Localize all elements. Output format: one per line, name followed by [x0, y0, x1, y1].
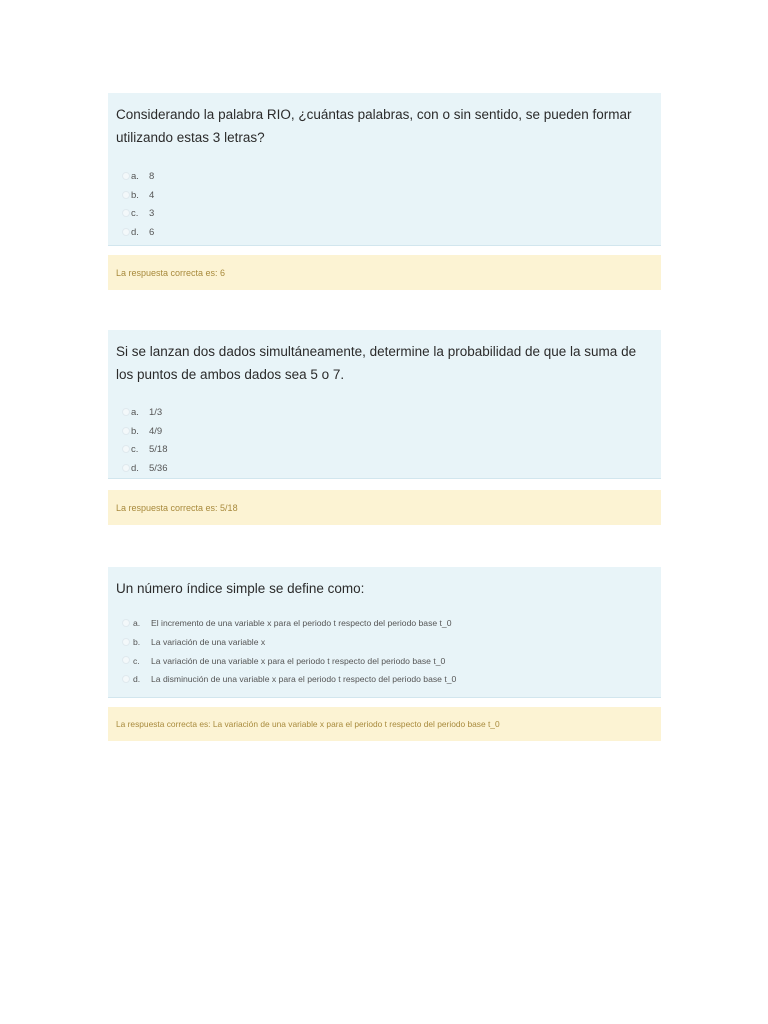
- answer-letter: c.: [131, 444, 139, 456]
- answer-value: La variación de una variable x para el periodo t respecto del periodo base t_0: [151, 655, 446, 666]
- answer-letter: b.: [131, 189, 139, 201]
- radio-button[interactable]: [122, 638, 130, 646]
- radio-button[interactable]: [122, 656, 130, 664]
- radio-button[interactable]: [122, 191, 130, 199]
- answer-list: [116, 403, 653, 478]
- correct-answer-feedback: La respuesta correcta es: 6: [116, 267, 226, 278]
- answer-letter: b.: [131, 425, 139, 437]
- radio-button[interactable]: [122, 408, 130, 416]
- answer-option-b[interactable]: [116, 422, 653, 441]
- answer-value: 6: [149, 226, 155, 238]
- answer-letter: d.: [131, 226, 139, 238]
- answer-value: 5/18: [149, 444, 168, 456]
- question-text: Si se lanzan dos dados simultáneamente, determine la probabilidad de que la suma de los puntos de ambos dados sea 5 o 7.: [116, 344, 637, 382]
- answer-option-b[interactable]: [116, 186, 653, 205]
- answer-option-a[interactable]: [116, 614, 653, 633]
- correct-answer-feedback: La respuesta correcta es: 5/18: [116, 502, 238, 513]
- radio-button[interactable]: [122, 209, 130, 217]
- answer-list: [116, 167, 653, 242]
- radio-button[interactable]: [122, 228, 130, 236]
- feedback-box: [108, 707, 661, 741]
- answer-option-c[interactable]: [116, 204, 653, 223]
- answer-value: 4/9: [149, 425, 163, 437]
- answer-letter: d.: [131, 462, 139, 474]
- answer-letter: a.: [131, 406, 139, 418]
- question-text: Considerando la palabra RIO, ¿cuántas palabras, con o sin sentido, se pueden formar utilizando estas 3 letras?: [116, 107, 632, 145]
- answer-option-c[interactable]: [116, 440, 653, 459]
- answer-value: 4: [149, 189, 155, 201]
- answer-letter: b.: [133, 637, 141, 648]
- answer-option-a[interactable]: [116, 167, 653, 186]
- answer-value: La variación de una variable x: [151, 637, 266, 648]
- answer-letter: a.: [133, 618, 141, 629]
- radio-button[interactable]: [122, 464, 130, 472]
- answer-value: El incremento de una variable x para el periodo t respecto del periodo base t_0: [151, 618, 452, 629]
- correct-answer-feedback: La respuesta correcta es: La variación de una variable x para el periodo t respecto del periodo base t_0: [116, 719, 500, 729]
- feedback-box: [108, 255, 661, 290]
- question-block-2: [108, 330, 661, 513]
- answer-value: 1/3: [149, 406, 163, 418]
- answer-option-d[interactable]: [116, 223, 653, 242]
- feedback-box: [108, 490, 661, 525]
- question-box: [108, 567, 661, 698]
- answer-option-a[interactable]: [116, 403, 653, 422]
- answer-letter: a.: [131, 170, 139, 182]
- answer-value: 5/36: [149, 462, 168, 474]
- question-text: Un número índice simple se define como:: [116, 581, 365, 596]
- question-block-1: [108, 93, 661, 278]
- radio-button[interactable]: [122, 445, 130, 453]
- answer-letter: d.: [133, 674, 141, 685]
- question-block-3: [108, 567, 661, 729]
- question-box: [108, 330, 661, 479]
- answer-option-d[interactable]: [116, 670, 653, 689]
- question-box: [108, 93, 661, 246]
- answer-letter: c.: [131, 208, 139, 220]
- radio-button[interactable]: [122, 675, 130, 683]
- answer-value: 8: [149, 170, 155, 182]
- answer-option-c[interactable]: [116, 651, 653, 670]
- answer-option-d[interactable]: [116, 459, 653, 478]
- radio-button[interactable]: [122, 172, 130, 180]
- answer-value: 3: [149, 208, 155, 220]
- answer-option-b[interactable]: [116, 633, 653, 652]
- radio-button[interactable]: [122, 427, 130, 435]
- answer-list: [116, 614, 653, 689]
- radio-button[interactable]: [122, 619, 130, 627]
- answer-letter: c.: [133, 655, 140, 666]
- answer-value: La disminución de una variable x para el periodo t respecto del periodo base t_0: [151, 674, 457, 685]
